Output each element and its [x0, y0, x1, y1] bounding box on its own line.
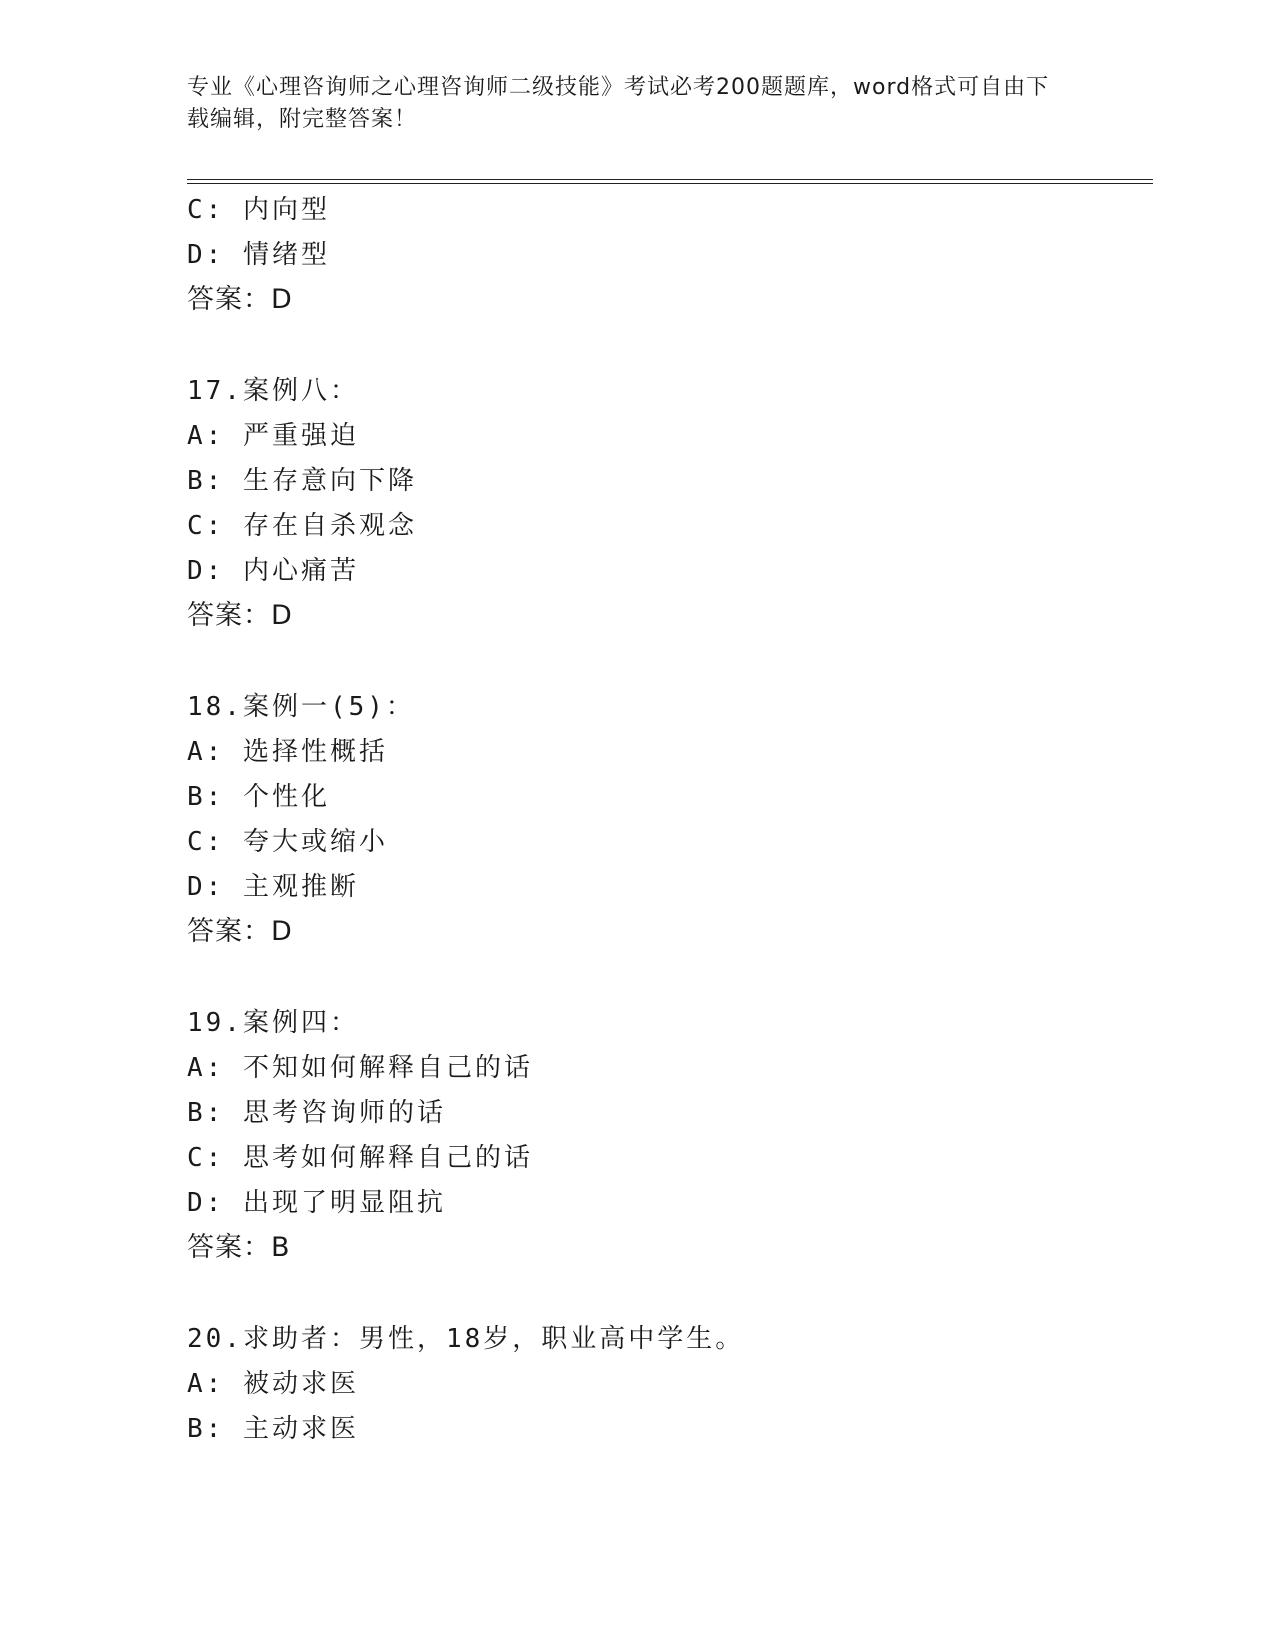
header-rule-bottom	[187, 183, 1153, 184]
option-line: D: 主观推断	[187, 872, 359, 902]
option-line: D: 内心痛苦	[187, 556, 359, 586]
answer-line: 答案：D	[187, 600, 293, 631]
option-line: A: 不知如何解释自己的话	[187, 1053, 533, 1083]
option-line: A: 被动求医	[187, 1369, 359, 1399]
document-header: 专业《心理咨询师之心理咨询师二级技能》考试必考200题题库，word格式可自由下载编辑，附完整答案！	[187, 75, 1050, 132]
option-line: B: 主动求医	[187, 1414, 359, 1444]
answer-line: 答案：B	[187, 1232, 291, 1263]
question-line: 17.案例八：	[187, 376, 359, 406]
option-line: C: 夸大或缩小	[187, 827, 388, 857]
question-line: 20.求助者：男性，18岁，职业高中学生。	[187, 1324, 745, 1354]
header-rule-top	[187, 179, 1153, 180]
option-line: B: 个性化	[187, 782, 330, 812]
question-line: 19.案例四：	[187, 1008, 359, 1038]
option-line: A: 严重强迫	[187, 421, 359, 451]
option-line: C: 存在自杀观念	[187, 511, 417, 541]
option-line: D: 出现了明显阻抗	[187, 1188, 446, 1218]
option-line: C: 思考如何解释自己的话	[187, 1143, 533, 1173]
option-line: D: 情绪型	[187, 240, 330, 270]
option-line: A: 选择性概括	[187, 737, 388, 767]
option-line: C: 内向型	[187, 195, 330, 225]
answer-line: 答案：D	[187, 284, 293, 315]
option-line: B: 生存意向下降	[187, 466, 417, 496]
question-line: 18.案例一(5)：	[187, 692, 415, 722]
answer-line: 答案：D	[187, 916, 293, 947]
option-line: B: 思考咨询师的话	[187, 1098, 446, 1128]
